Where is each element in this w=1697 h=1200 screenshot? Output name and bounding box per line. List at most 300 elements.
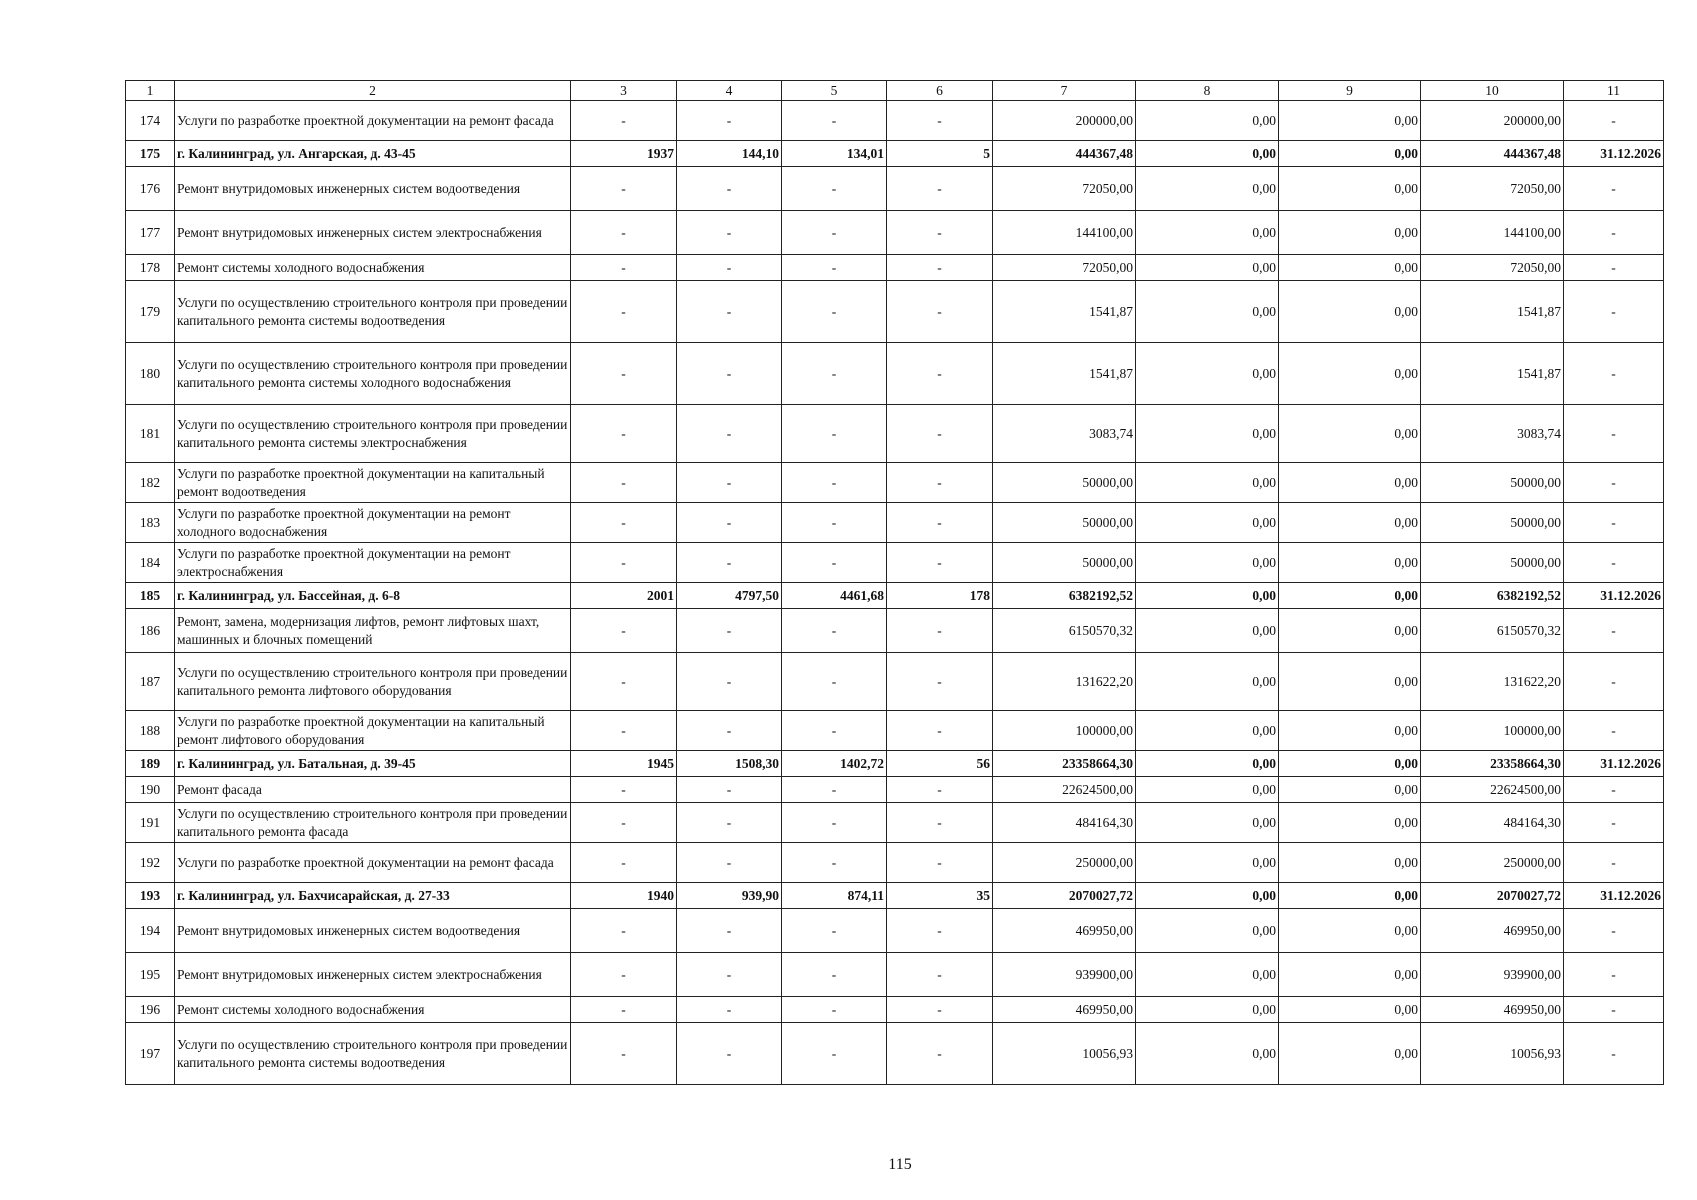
cell-total-area: - <box>677 405 782 463</box>
cell-residents: - <box>887 1023 993 1085</box>
address-row <box>126 141 1664 167</box>
cell-total-cost: 131622,20 <box>993 653 1136 711</box>
cell-year: - <box>571 463 677 503</box>
row-number: 176 <box>126 167 175 211</box>
row-number: 184 <box>126 543 175 583</box>
cell-completion-date: - <box>1564 953 1664 997</box>
work-item-row <box>126 997 1664 1023</box>
work-item-row <box>126 803 1664 843</box>
address-row <box>126 751 1664 777</box>
cell-cost-col10: 72050,00 <box>1421 167 1564 211</box>
column-header: 11 <box>1564 81 1664 101</box>
cell-total-cost: 50000,00 <box>993 543 1136 583</box>
cell-cost-col8: 0,00 <box>1136 711 1279 751</box>
cell-residents: - <box>887 503 993 543</box>
cell-living-area: - <box>782 101 887 141</box>
cell-year: 1945 <box>571 751 677 777</box>
work-item-row <box>126 343 1664 405</box>
row-number: 180 <box>126 343 175 405</box>
work-schedule-table <box>125 80 1664 1085</box>
cell-residents: - <box>887 255 993 281</box>
cell-cost-col10: 50000,00 <box>1421 543 1564 583</box>
cell-total-area: 144,10 <box>677 141 782 167</box>
cell-living-area: 134,01 <box>782 141 887 167</box>
cell-cost-col9: 0,00 <box>1279 167 1421 211</box>
cell-completion-date: 31.12.2026 <box>1564 751 1664 777</box>
cell-residents: - <box>887 101 993 141</box>
row-description: Услуги по разработке проектной документации на ремонт фасада <box>175 843 571 883</box>
cell-completion-date: - <box>1564 343 1664 405</box>
cell-year: - <box>571 653 677 711</box>
cell-year: - <box>571 953 677 997</box>
cell-year: - <box>571 909 677 953</box>
cell-total-area: - <box>677 997 782 1023</box>
work-item-row <box>126 167 1664 211</box>
row-description: Ремонт фасада <box>175 777 571 803</box>
cell-cost-col9: 0,00 <box>1279 343 1421 405</box>
cell-cost-col10: 200000,00 <box>1421 101 1564 141</box>
cell-cost-col9: 0,00 <box>1279 653 1421 711</box>
cell-year: - <box>571 777 677 803</box>
cell-completion-date: - <box>1564 167 1664 211</box>
cell-total-cost: 469950,00 <box>993 909 1136 953</box>
cell-cost-col8: 0,00 <box>1136 803 1279 843</box>
row-number: 181 <box>126 405 175 463</box>
column-header: 2 <box>175 81 571 101</box>
cell-year: 2001 <box>571 583 677 609</box>
cell-residents: - <box>887 803 993 843</box>
cell-cost-col10: 6382192,52 <box>1421 583 1564 609</box>
row-number: 174 <box>126 101 175 141</box>
work-item-row <box>126 609 1664 653</box>
cell-cost-col8: 0,00 <box>1136 543 1279 583</box>
cell-completion-date: - <box>1564 777 1664 803</box>
cell-total-area: 939,90 <box>677 883 782 909</box>
cell-cost-col9: 0,00 <box>1279 843 1421 883</box>
row-number: 196 <box>126 997 175 1023</box>
row-description: Услуги по осуществлению строительного контроля при проведении капитального ремонта системы холодного водоснабжения <box>175 343 571 405</box>
cell-completion-date: - <box>1564 405 1664 463</box>
cell-cost-col10: 50000,00 <box>1421 503 1564 543</box>
cell-total-cost: 939900,00 <box>993 953 1136 997</box>
cell-living-area: - <box>782 211 887 255</box>
cell-cost-col9: 0,00 <box>1279 211 1421 255</box>
cell-year: - <box>571 997 677 1023</box>
cell-cost-col8: 0,00 <box>1136 883 1279 909</box>
cell-living-area: 1402,72 <box>782 751 887 777</box>
cell-total-cost: 1541,87 <box>993 343 1136 405</box>
cell-total-area: - <box>677 803 782 843</box>
work-item-row <box>126 463 1664 503</box>
cell-cost-col8: 0,00 <box>1136 997 1279 1023</box>
work-item-row <box>126 1023 1664 1085</box>
cell-living-area: - <box>782 609 887 653</box>
cell-cost-col8: 0,00 <box>1136 211 1279 255</box>
cell-living-area: - <box>782 953 887 997</box>
cell-total-cost: 72050,00 <box>993 167 1136 211</box>
cell-cost-col9: 0,00 <box>1279 543 1421 583</box>
cell-cost-col8: 0,00 <box>1136 503 1279 543</box>
cell-year: - <box>571 711 677 751</box>
cell-cost-col9: 0,00 <box>1279 1023 1421 1085</box>
column-header: 10 <box>1421 81 1564 101</box>
work-item-row <box>126 653 1664 711</box>
cell-cost-col9: 0,00 <box>1279 997 1421 1023</box>
cell-cost-col10: 250000,00 <box>1421 843 1564 883</box>
cell-cost-col10: 939900,00 <box>1421 953 1564 997</box>
row-number: 197 <box>126 1023 175 1085</box>
cell-total-area: - <box>677 1023 782 1085</box>
cell-cost-col8: 0,00 <box>1136 751 1279 777</box>
row-description: Ремонт, замена, модернизация лифтов, ремонт лифтовых шахт, машинных и блочных помещений <box>175 609 571 653</box>
cell-total-cost: 1541,87 <box>993 281 1136 343</box>
cell-completion-date: - <box>1564 843 1664 883</box>
cell-total-cost: 2070027,72 <box>993 883 1136 909</box>
cell-cost-col10: 469950,00 <box>1421 997 1564 1023</box>
cell-cost-col8: 0,00 <box>1136 343 1279 405</box>
cell-cost-col10: 484164,30 <box>1421 803 1564 843</box>
cell-cost-col10: 50000,00 <box>1421 463 1564 503</box>
column-header: 5 <box>782 81 887 101</box>
row-description: Ремонт системы холодного водоснабжения <box>175 997 571 1023</box>
row-number: 187 <box>126 653 175 711</box>
cell-living-area: - <box>782 653 887 711</box>
cell-completion-date: - <box>1564 609 1664 653</box>
cell-total-area: 1508,30 <box>677 751 782 777</box>
cell-completion-date: - <box>1564 711 1664 751</box>
cell-cost-col10: 10056,93 <box>1421 1023 1564 1085</box>
cell-cost-col9: 0,00 <box>1279 583 1421 609</box>
cell-cost-col8: 0,00 <box>1136 909 1279 953</box>
cell-cost-col8: 0,00 <box>1136 101 1279 141</box>
row-description: Услуги по разработке проектной документации на ремонт фасада <box>175 101 571 141</box>
row-description: Услуги по осуществлению строительного контроля при проведении капитального ремонта системы водоотведения <box>175 1023 571 1085</box>
cell-completion-date: - <box>1564 281 1664 343</box>
page-number: 115 <box>888 1156 912 1173</box>
cell-living-area: - <box>782 543 887 583</box>
work-item-row <box>126 843 1664 883</box>
cell-living-area: - <box>782 777 887 803</box>
cell-cost-col9: 0,00 <box>1279 803 1421 843</box>
cell-living-area: - <box>782 843 887 883</box>
cell-cost-col8: 0,00 <box>1136 843 1279 883</box>
cell-cost-col9: 0,00 <box>1279 909 1421 953</box>
cell-cost-col9: 0,00 <box>1279 751 1421 777</box>
column-header: 7 <box>993 81 1136 101</box>
cell-total-cost: 10056,93 <box>993 1023 1136 1085</box>
cell-completion-date: 31.12.2026 <box>1564 883 1664 909</box>
cell-year: - <box>571 281 677 343</box>
cell-cost-col10: 72050,00 <box>1421 255 1564 281</box>
cell-cost-col10: 1541,87 <box>1421 343 1564 405</box>
row-description: Ремонт внутридомовых инженерных систем водоотведения <box>175 167 571 211</box>
cell-year: - <box>571 101 677 141</box>
row-number: 177 <box>126 211 175 255</box>
cell-total-area: - <box>677 843 782 883</box>
cell-residents: - <box>887 167 993 211</box>
row-description: г. Калининград, ул. Батальная, д. 39-45 <box>175 751 571 777</box>
cell-living-area: - <box>782 503 887 543</box>
cell-living-area: 874,11 <box>782 883 887 909</box>
cell-year: - <box>571 543 677 583</box>
cell-cost-col10: 2070027,72 <box>1421 883 1564 909</box>
work-item-row <box>126 711 1664 751</box>
cell-cost-col10: 6150570,32 <box>1421 609 1564 653</box>
cell-year: - <box>571 1023 677 1085</box>
cell-total-cost: 6382192,52 <box>993 583 1136 609</box>
cell-residents: - <box>887 843 993 883</box>
cell-cost-col9: 0,00 <box>1279 281 1421 343</box>
column-header: 9 <box>1279 81 1421 101</box>
row-description: Услуги по осуществлению строительного контроля при проведении капитального ремонта системы электроснабжения <box>175 405 571 463</box>
column-header: 8 <box>1136 81 1279 101</box>
cell-cost-col10: 444367,48 <box>1421 141 1564 167</box>
cell-cost-col9: 0,00 <box>1279 711 1421 751</box>
cell-total-area: - <box>677 281 782 343</box>
cell-total-area: - <box>677 343 782 405</box>
cell-year: - <box>571 405 677 463</box>
cell-cost-col9: 0,00 <box>1279 953 1421 997</box>
row-number: 188 <box>126 711 175 751</box>
row-description: Услуги по разработке проектной документации на капитальный ремонт лифтового оборудования <box>175 711 571 751</box>
column-number-header-row <box>126 81 1664 101</box>
cell-living-area: - <box>782 167 887 211</box>
row-number: 182 <box>126 463 175 503</box>
cell-cost-col9: 0,00 <box>1279 883 1421 909</box>
cell-completion-date: - <box>1564 255 1664 281</box>
cell-cost-col8: 0,00 <box>1136 1023 1279 1085</box>
row-description: Ремонт внутридомовых инженерных систем водоотведения <box>175 909 571 953</box>
address-row <box>126 883 1664 909</box>
cell-cost-col8: 0,00 <box>1136 609 1279 653</box>
cell-year: - <box>571 343 677 405</box>
cell-residents: - <box>887 463 993 503</box>
cell-cost-col10: 144100,00 <box>1421 211 1564 255</box>
cell-total-area: - <box>677 543 782 583</box>
cell-total-area: - <box>677 211 782 255</box>
cell-cost-col10: 3083,74 <box>1421 405 1564 463</box>
cell-cost-col9: 0,00 <box>1279 463 1421 503</box>
cell-cost-col10: 22624500,00 <box>1421 777 1564 803</box>
column-header: 1 <box>126 81 175 101</box>
cell-cost-col9: 0,00 <box>1279 503 1421 543</box>
cell-living-area: - <box>782 803 887 843</box>
cell-total-area: - <box>677 909 782 953</box>
work-item-row <box>126 503 1664 543</box>
cell-cost-col8: 0,00 <box>1136 141 1279 167</box>
row-number: 190 <box>126 777 175 803</box>
cell-total-cost: 6150570,32 <box>993 609 1136 653</box>
cell-total-area: - <box>677 777 782 803</box>
row-description: Услуги по разработке проектной документации на ремонт электроснабжения <box>175 543 571 583</box>
cell-completion-date: - <box>1564 909 1664 953</box>
cell-total-cost: 484164,30 <box>993 803 1136 843</box>
cell-cost-col9: 0,00 <box>1279 101 1421 141</box>
cell-residents: - <box>887 711 993 751</box>
row-description: Услуги по осуществлению строительного контроля при проведении капитального ремонта системы водоотведения <box>175 281 571 343</box>
row-description: Услуги по осуществлению строительного контроля при проведении капитального ремонта лифтового оборудования <box>175 653 571 711</box>
cell-residents: - <box>887 405 993 463</box>
cell-cost-col8: 0,00 <box>1136 777 1279 803</box>
cell-total-area: 4797,50 <box>677 583 782 609</box>
row-description: г. Калининград, ул. Бахчисарайская, д. 27-33 <box>175 883 571 909</box>
cell-cost-col8: 0,00 <box>1136 281 1279 343</box>
cell-living-area: - <box>782 711 887 751</box>
work-item-row <box>126 543 1664 583</box>
row-number: 179 <box>126 281 175 343</box>
cell-cost-col8: 0,00 <box>1136 255 1279 281</box>
row-number: 192 <box>126 843 175 883</box>
cell-residents: - <box>887 543 993 583</box>
cell-total-cost: 250000,00 <box>993 843 1136 883</box>
cell-cost-col10: 131622,20 <box>1421 653 1564 711</box>
cell-year: - <box>571 211 677 255</box>
cell-cost-col9: 0,00 <box>1279 777 1421 803</box>
cell-year: - <box>571 803 677 843</box>
cell-completion-date: - <box>1564 803 1664 843</box>
row-number: 185 <box>126 583 175 609</box>
work-item-row <box>126 211 1664 255</box>
cell-year: - <box>571 255 677 281</box>
row-number: 193 <box>126 883 175 909</box>
cell-cost-col8: 0,00 <box>1136 167 1279 211</box>
cell-total-area: - <box>677 711 782 751</box>
cell-total-cost: 444367,48 <box>993 141 1136 167</box>
work-item-row <box>126 405 1664 463</box>
cell-completion-date: - <box>1564 101 1664 141</box>
cell-total-area: - <box>677 463 782 503</box>
row-description: г. Калининград, ул. Ангарская, д. 43-45 <box>175 141 571 167</box>
cell-cost-col9: 0,00 <box>1279 609 1421 653</box>
row-description: Услуги по разработке проектной документации на капитальный ремонт водоотведения <box>175 463 571 503</box>
cell-completion-date: - <box>1564 653 1664 711</box>
cell-cost-col8: 0,00 <box>1136 953 1279 997</box>
row-description: Ремонт внутридомовых инженерных систем электроснабжения <box>175 953 571 997</box>
cell-cost-col9: 0,00 <box>1279 141 1421 167</box>
cell-residents: - <box>887 343 993 405</box>
cell-residents: - <box>887 997 993 1023</box>
cell-cost-col9: 0,00 <box>1279 255 1421 281</box>
row-number: 175 <box>126 141 175 167</box>
cell-total-cost: 72050,00 <box>993 255 1136 281</box>
row-number: 183 <box>126 503 175 543</box>
row-number: 195 <box>126 953 175 997</box>
cell-cost-col8: 0,00 <box>1136 405 1279 463</box>
cell-residents: - <box>887 777 993 803</box>
cell-living-area: - <box>782 255 887 281</box>
cell-year: - <box>571 843 677 883</box>
work-item-row <box>126 909 1664 953</box>
cell-residents: - <box>887 609 993 653</box>
cell-year: 1937 <box>571 141 677 167</box>
cell-residents: - <box>887 953 993 997</box>
column-header: 4 <box>677 81 782 101</box>
row-number: 178 <box>126 255 175 281</box>
cell-completion-date: - <box>1564 503 1664 543</box>
cell-residents: - <box>887 211 993 255</box>
row-number: 189 <box>126 751 175 777</box>
cell-completion-date: 31.12.2026 <box>1564 141 1664 167</box>
cell-living-area: - <box>782 343 887 405</box>
address-row <box>126 583 1664 609</box>
row-description: Услуги по осуществлению строительного контроля при проведении капитального ремонта фасада <box>175 803 571 843</box>
cell-total-area: - <box>677 609 782 653</box>
work-item-row <box>126 777 1664 803</box>
cell-living-area: - <box>782 463 887 503</box>
cell-completion-date: - <box>1564 463 1664 503</box>
cell-year: - <box>571 609 677 653</box>
row-number: 194 <box>126 909 175 953</box>
cell-year: - <box>571 503 677 543</box>
work-item-row <box>126 101 1664 141</box>
cell-total-area: - <box>677 653 782 711</box>
work-item-row <box>126 255 1664 281</box>
cell-completion-date: - <box>1564 997 1664 1023</box>
row-description: г. Калининград, ул. Бассейная, д. 6-8 <box>175 583 571 609</box>
work-item-row <box>126 953 1664 997</box>
cell-total-area: - <box>677 503 782 543</box>
cell-cost-col8: 0,00 <box>1136 463 1279 503</box>
cell-total-cost: 3083,74 <box>993 405 1136 463</box>
cell-total-area: - <box>677 101 782 141</box>
cell-living-area: - <box>782 1023 887 1085</box>
row-description: Ремонт внутридомовых инженерных систем электроснабжения <box>175 211 571 255</box>
cell-completion-date: 31.12.2026 <box>1564 583 1664 609</box>
cell-residents: 56 <box>887 751 993 777</box>
cell-cost-col10: 100000,00 <box>1421 711 1564 751</box>
cell-year: - <box>571 167 677 211</box>
cell-cost-col8: 0,00 <box>1136 583 1279 609</box>
row-number: 186 <box>126 609 175 653</box>
column-header: 6 <box>887 81 993 101</box>
cell-cost-col10: 469950,00 <box>1421 909 1564 953</box>
cell-total-area: - <box>677 255 782 281</box>
cell-cost-col10: 1541,87 <box>1421 281 1564 343</box>
cell-total-area: - <box>677 953 782 997</box>
cell-total-cost: 200000,00 <box>993 101 1136 141</box>
cell-living-area: - <box>782 997 887 1023</box>
cell-living-area: 4461,68 <box>782 583 887 609</box>
cell-total-cost: 22624500,00 <box>993 777 1136 803</box>
cell-living-area: - <box>782 281 887 343</box>
work-item-row <box>126 281 1664 343</box>
cell-total-cost: 50000,00 <box>993 463 1136 503</box>
cell-total-area: - <box>677 167 782 211</box>
cell-residents: - <box>887 653 993 711</box>
column-header: 3 <box>571 81 677 101</box>
cell-total-cost: 23358664,30 <box>993 751 1136 777</box>
cell-cost-col9: 0,00 <box>1279 405 1421 463</box>
cell-completion-date: - <box>1564 543 1664 583</box>
cell-residents: 5 <box>887 141 993 167</box>
cell-total-cost: 469950,00 <box>993 997 1136 1023</box>
cell-residents: - <box>887 281 993 343</box>
cell-year: 1940 <box>571 883 677 909</box>
row-description: Услуги по разработке проектной документации на ремонт холодного водоснабжения <box>175 503 571 543</box>
cell-cost-col8: 0,00 <box>1136 653 1279 711</box>
row-number: 191 <box>126 803 175 843</box>
cell-completion-date: - <box>1564 1023 1664 1085</box>
cell-residents: - <box>887 909 993 953</box>
cell-living-area: - <box>782 909 887 953</box>
cell-total-cost: 50000,00 <box>993 503 1136 543</box>
cell-total-cost: 100000,00 <box>993 711 1136 751</box>
cell-completion-date: - <box>1564 211 1664 255</box>
cell-total-cost: 144100,00 <box>993 211 1136 255</box>
cell-residents: 35 <box>887 883 993 909</box>
cell-residents: 178 <box>887 583 993 609</box>
cell-living-area: - <box>782 405 887 463</box>
